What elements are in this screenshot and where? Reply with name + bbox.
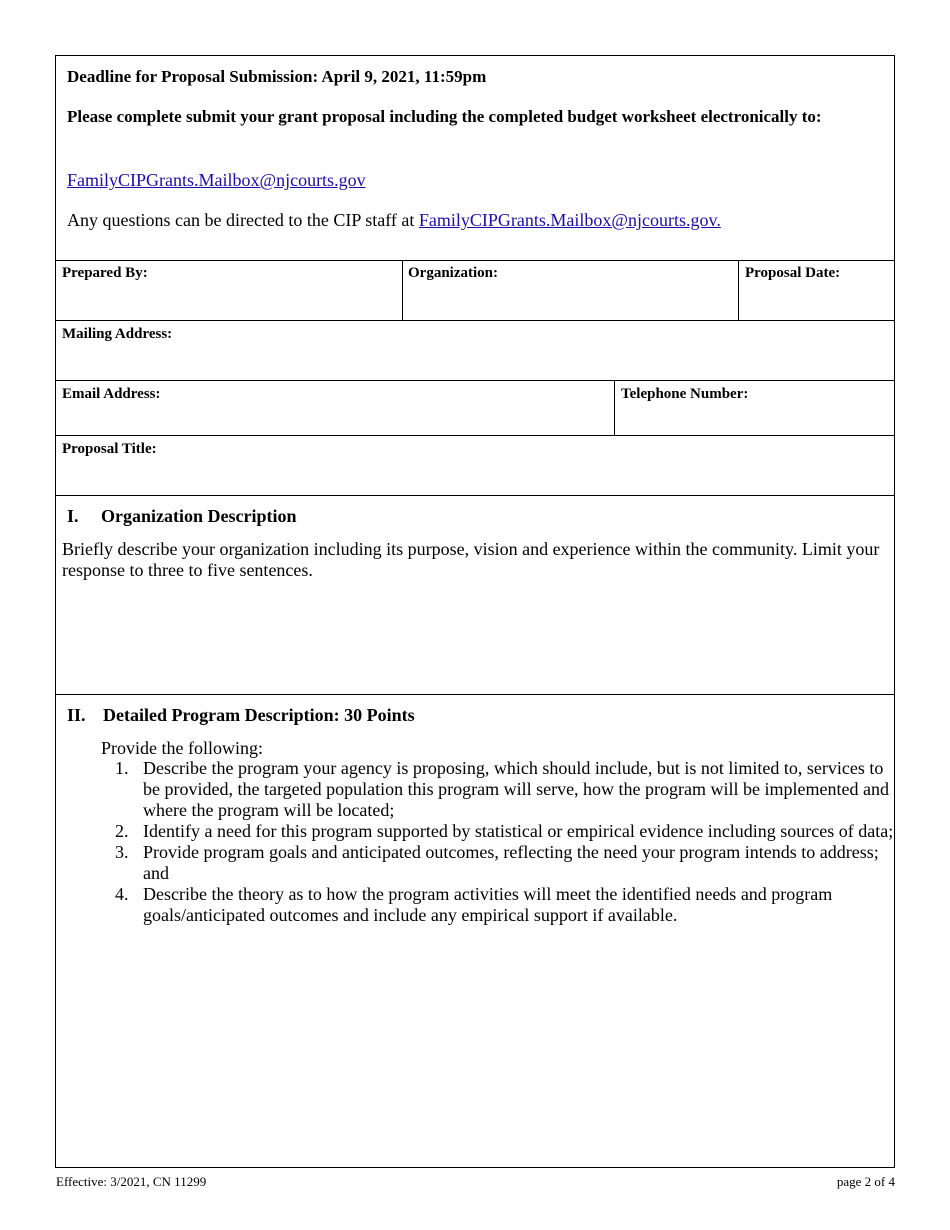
- list-item-number: 4.: [115, 884, 129, 904]
- divider: [738, 260, 739, 320]
- list-item: [101, 884, 896, 926]
- organization-field[interactable]: Organization:: [408, 265, 498, 281]
- section2-heading: Detailed Program Description: 30 Points: [103, 705, 415, 725]
- divider: [402, 260, 403, 320]
- list-item: [101, 842, 896, 884]
- section2-intro: Provide the following:: [101, 738, 263, 758]
- email-address-field[interactable]: Email Address:: [62, 386, 161, 402]
- questions-text: [67, 210, 721, 231]
- proposal-title-field[interactable]: Proposal Title:: [62, 441, 157, 457]
- divider: [56, 694, 894, 695]
- section2-number: II.: [67, 705, 86, 725]
- telephone-field[interactable]: Telephone Number:: [621, 386, 749, 402]
- divider: [56, 495, 894, 496]
- list-item: [101, 758, 896, 821]
- questions-email-link[interactable]: FamilyCIPGrants.Mailbox@njcourts.gov.: [418, 210, 721, 230]
- divider: [56, 435, 894, 436]
- list-item-text: Describe the theory as to how the program activities will meet the identified needs and program goals/anticipated outcomes and include any empirical support if available.: [143, 884, 833, 925]
- section1-heading: Organization Description: [101, 506, 297, 526]
- section1-number: I.: [67, 506, 79, 526]
- divider: [56, 260, 894, 261]
- list-item: [101, 821, 896, 842]
- divider: [614, 380, 615, 435]
- list-item-number: 2.: [115, 821, 129, 841]
- questions-prefix: Any questions can be directed to the CIP staff at: [67, 210, 419, 230]
- list-item-text: Describe the program your agency is proposing, which should include, but is not limited to, services to be provided, the targeted population this program will serve, how the program will be implemented and where the program will be located;: [143, 758, 889, 820]
- mailing-address-field[interactable]: Mailing Address:: [62, 326, 173, 342]
- submission-email-link[interactable]: FamilyCIPGrants.Mailbox@njcourts.gov: [67, 170, 366, 190]
- footer-page-number: page 2 of 4: [836, 1174, 895, 1189]
- prepared-by-field[interactable]: Prepared By:: [62, 265, 148, 281]
- divider: [56, 320, 894, 321]
- footer-effective: Effective: 3/2021, CN 11299: [56, 1174, 207, 1189]
- instruction-text: Please complete submit your grant proposal including the completed budget worksheet electronically to:: [67, 107, 822, 126]
- list-item-text: Provide program goals and anticipated outcomes, reflecting the need your program intends to address; and: [143, 842, 879, 883]
- form-frame: [55, 55, 895, 1168]
- proposal-date-field[interactable]: Proposal Date:: [745, 265, 841, 281]
- divider: [56, 380, 894, 381]
- section1-body: Briefly describe your organization including its purpose, vision and experience within the community. Limit your response to three to five sentences.: [62, 539, 880, 580]
- list-item-text: Identify a need for this program supported by statistical or empirical evidence including sources of data;: [143, 821, 894, 841]
- deadline-text: Deadline for Proposal Submission: April 9, 2021, 11:59pm: [67, 67, 487, 86]
- requirements-list: [101, 758, 896, 926]
- list-item-number: 3.: [115, 842, 129, 862]
- list-item-number: 1.: [115, 758, 129, 778]
